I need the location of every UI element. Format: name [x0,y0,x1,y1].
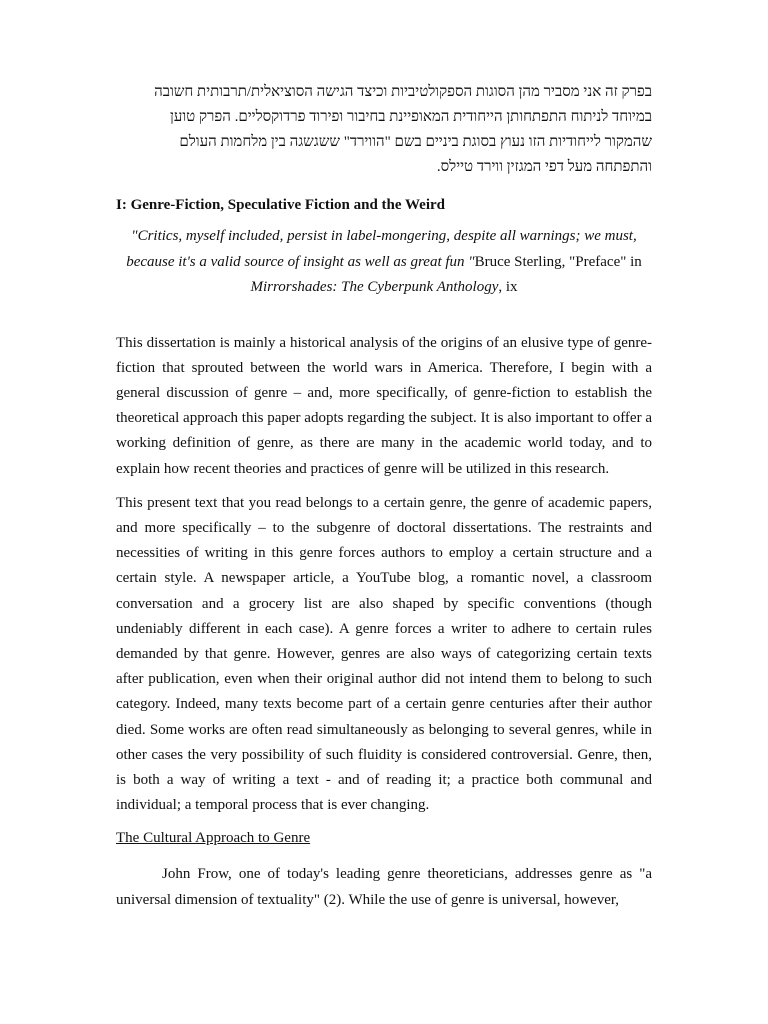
body-paragraph-1: This dissertation is mainly a historical analysis of the origins of an elusive type of genre-fiction that sprouted between the world wars in America. Therefore, I begin with a general discussion of genre – and, more specifically, of genre-fiction to establish the theoretical approach this paper adopts regarding the subject. It is also important to offer a working definition of genre, as there are many in the academic world today, and to explain how recent theories and practices of genre will be utilized in this research. [116,334,652,477]
hebrew-line-2: במיוחד לניתוח התפתחותן הייחודית המאופיינת בחיבור ופירוד פרדוקסליים. הפרק טוען [170,109,652,125]
subsection-heading: The Cultural Approach to Genre [116,830,311,847]
epigraph-source-title: Mirrorshades: The Cyberpunk Anthology [250,279,499,295]
hebrew-line-3: שהמקור לייחודיות הזו נעוץ בסוגת ביניים בשם "הווירד" ששגשגה בין מלחמות העולם [179,134,652,150]
epigraph-source-page: , ix [498,279,518,295]
epigraph-quote-part2: because it's a valid source of insight as well as great fun " [126,253,475,270]
epigraph-line-3 [116,275,652,301]
section-heading: I: Genre-Fiction, Speculative Fiction and the Weird [116,197,446,213]
epigraph-line-2 [116,250,652,276]
hebrew-line-1: בפרק זה אני מסביר מהן הסוגות הספקולטיביות וכיצד הגישה הסוציאלית/תרבותית חשובה [154,84,652,100]
hebrew-abstract [116,80,652,180]
epigraph [116,224,652,301]
body-paragraph-3: John Frow, one of today's leading genre theoreticians, addresses genre as "a universal dimension of textuality" (2). While the use of genre is universal, however, [116,866,652,908]
hebrew-line-4: והתפתחה מעל דפי המגזין ווירד טיילס. [436,159,652,175]
epigraph-line-1 [116,224,652,250]
body-paragraph-2: This present text that you read belongs to a certain genre, the genre of academic papers, and more specifically – to the subgenre of doctoral dissertations. The restraints and necessities of writing in this genre forces authors to employ a certain structure and a certain style. A newspaper article, a YouTube blog, a romantic novel, a classroom conversation and a grocery list are also shaped by specific conventions (though undeniably different in each case). A genre forces a writer to adhere to certain rules demanded by that genre. However, genres are also ways of categorizing certain texts after publication, even when their original author did not intend them to belong to such category. Indeed, many texts become part of a certain genre centuries after their author died. Some works are often read simultaneously as belonging to several genres, while in other cases the very possibility of such fluidity is considered controversial. Genre, then, is both a way of writing a text - and of reading it; a practice both communal and individual; a temporal process that is ever changing. [116,494,652,814]
epigraph-attribution: Bruce Sterling, "Preface" in [474,253,642,270]
epigraph-quote-part1: "Critics, myself included, persist in label-mongering, despite all warnings; we must, [131,228,637,244]
